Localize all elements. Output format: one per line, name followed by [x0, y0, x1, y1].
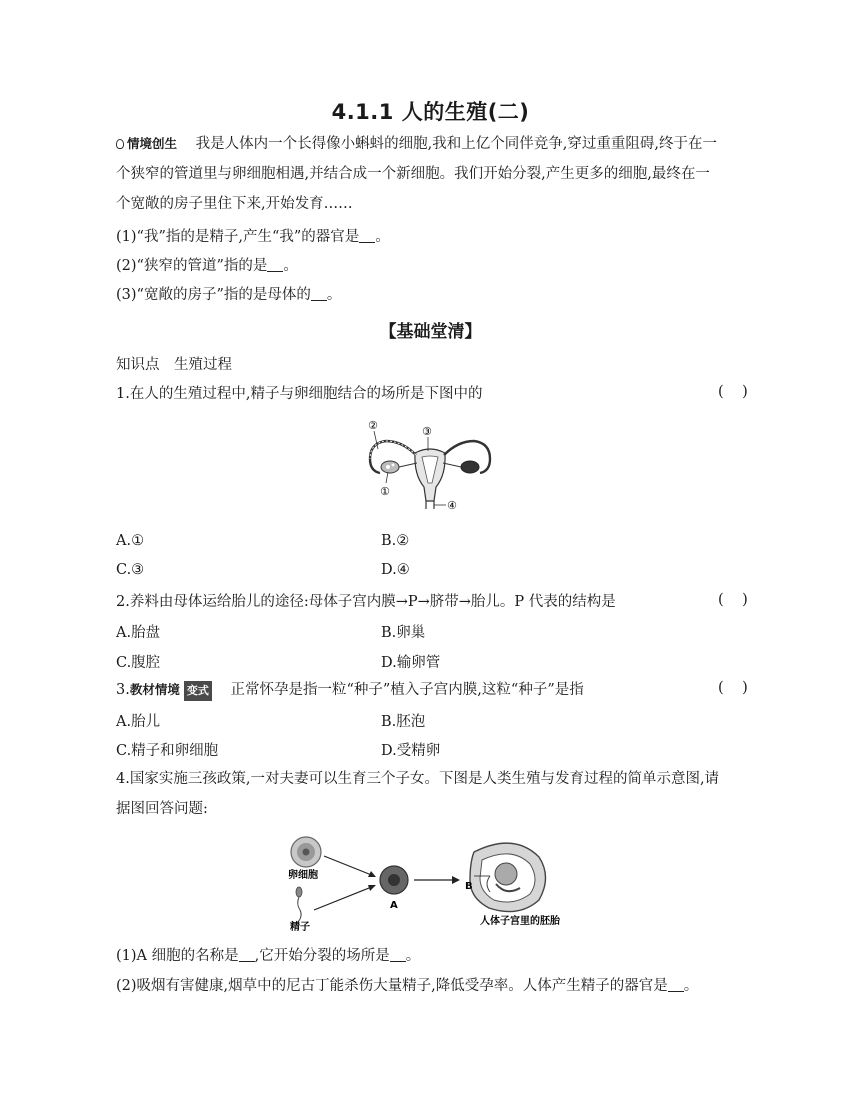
answer-blank[interactable]: [239, 947, 255, 962]
q2-option-d[interactable]: D.输卵管: [381, 655, 441, 671]
answer-blank[interactable]: [668, 977, 684, 992]
scenario-tag: 情境创生: [116, 134, 177, 154]
label-4: ④: [447, 499, 457, 512]
variant-badge: 变式: [184, 681, 212, 701]
q2-option-c[interactable]: C.腹腔: [116, 655, 161, 671]
q1-option-d[interactable]: D.④: [381, 562, 410, 578]
label-3: ③: [422, 425, 432, 438]
answer-paren[interactable]: ( ): [718, 592, 748, 608]
intro-line-2: 个狭窄的管道里与卵细胞相遇,并结合成一个新细胞。我们开始分裂,产生更多的细胞,最终在一: [116, 166, 710, 182]
sperm-icon: [296, 887, 302, 897]
answer-blank[interactable]: [359, 228, 375, 243]
question-3-stem: 3.教材情境 变式 正常怀孕是指一粒“种子”植入子宫内膜,这粒“种子”是指: [116, 680, 584, 701]
q1-option-a[interactable]: A.①: [116, 533, 145, 549]
q2-option-a[interactable]: A.胎盘: [116, 625, 161, 641]
question-2-stem: 2.养料由母体运给胎儿的途径:母体子宫内膜→P→脐带→胎儿。P 代表的结构是: [116, 594, 616, 610]
label-2: ②: [368, 419, 378, 432]
question-1-stem: 1.在人的生殖过程中,精子与卵细胞结合的场所是下图中的: [116, 386, 483, 402]
intro-line-3: 个宽敞的房子里住下来,开始发育……: [116, 196, 353, 212]
q4-sub-question-2: (2)吸烟有害健康,烟草中的尼古丁能杀伤大量精子,降低受孕率。人体产生精子的器官是 。: [116, 978, 699, 994]
question-4-stem-line-1: 4.国家实施三孩政策,一对夫妻可以生育三个子女。下图是人类生殖与发育过程的简单示意图,请: [116, 771, 720, 787]
intro-line-1: 情境创生 我是人体内一个长得像小蝌蚪的细胞,我和上亿个同伴竞争,穿过重重阻碍,终于在一: [116, 134, 717, 154]
egg-label: 卵细胞: [288, 870, 318, 881]
q3-option-c[interactable]: C.精子和卵细胞: [116, 743, 219, 759]
answer-blank[interactable]: [311, 286, 327, 301]
knowledge-point: 知识点 生殖过程: [116, 357, 232, 373]
label-1: ①: [380, 485, 390, 498]
lightbulb-icon: [116, 139, 124, 149]
textbook-scenario-tag: 教材情境: [129, 682, 180, 697]
q1-option-b[interactable]: B.②: [381, 533, 410, 549]
page-title: 4.1.1 人的生殖(二): [331, 100, 530, 124]
label-a: A: [390, 900, 398, 911]
intro-question-2: (2)“狭窄的管道”指的是 。: [116, 258, 298, 274]
embryo-caption: 人体子宫里的胚胎: [480, 916, 560, 927]
intro-question-3: (3)“宽敞的房子”指的是母体的 。: [116, 287, 342, 303]
female-reproductive-system-figure: [360, 415, 500, 513]
answer-blank[interactable]: [267, 257, 283, 272]
q3-option-b[interactable]: B.胚泡: [381, 714, 426, 730]
q1-option-c[interactable]: C.③: [116, 562, 145, 578]
answer-blank[interactable]: [390, 947, 406, 962]
reproduction-process-figure: [284, 832, 584, 932]
answer-paren[interactable]: ( ): [718, 384, 748, 400]
sperm-label: 精子: [290, 922, 310, 932]
q4-sub-question-1: (1)A 细胞的名称是 ,它开始分裂的场所是 。: [116, 948, 421, 964]
section-title: 【基础堂清】: [379, 322, 482, 342]
q3-option-d[interactable]: D.受精卵: [381, 743, 441, 759]
q2-option-b[interactable]: B.卵巢: [381, 625, 426, 641]
q3-option-a[interactable]: A.胎儿: [116, 714, 161, 730]
answer-paren[interactable]: ( ): [718, 680, 748, 696]
label-b: B: [465, 881, 473, 892]
intro-question-1: (1)“我”指的是精子,产生“我”的器官是 。: [116, 229, 390, 245]
question-4-stem-line-2: 据图回答问题:: [116, 801, 208, 817]
